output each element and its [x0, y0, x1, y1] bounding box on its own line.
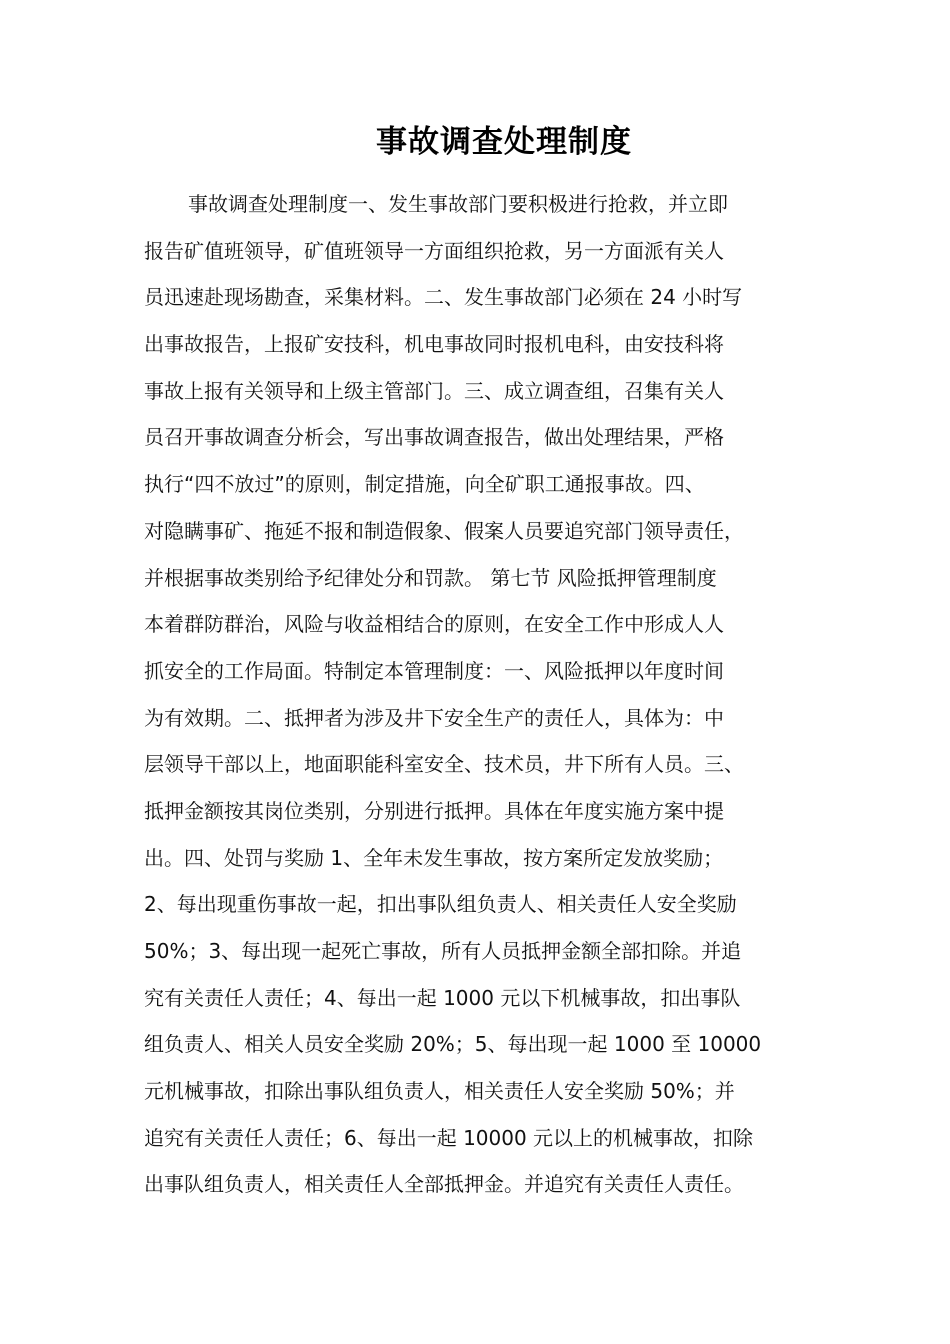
text-line: 组负责人、相关人员安全奖励 20%；5、每出现一起 1000 至 10000: [144, 1032, 762, 1057]
body-paragraph: [144, 181, 814, 1208]
text-line: 元机械事故，扣除出事队组负责人，相关责任人安全奖励 50%；并: [144, 1079, 735, 1104]
text-line: 抓安全的工作局面。特制定本管理制度：一、风险抵押以年度时间: [144, 658, 724, 683]
text-line: 50%；3、每出现一起死亡事故，所有人员抵押金额全部扣除。并追: [144, 939, 742, 963]
text-line: 追究有关责任人责任；6、每出一起 10000 元以上的机械事故，扣除: [144, 1125, 754, 1150]
text-line: 员召开事故调查分析会，写出事故调查报告，做出处理结果，严格: [144, 425, 724, 450]
text-line: 并根据事故类别给予纪律处分和罚款。 第七节 风险抵押管理制度: [144, 565, 717, 590]
text-line: 出事队组负责人，相关责任人全部抵押金。并追究有关责任人责任。: [144, 1172, 744, 1197]
page-title: 事故调查处理制度: [376, 124, 632, 160]
text-line: 执行“四不放过”的原则，制定措施，向全矿职工通报事故。四、: [144, 472, 705, 497]
text-line: 本着群防群治，风险与收益相结合的原则，在安全工作中形成人人: [144, 612, 724, 637]
text-line: 出事故报告，上报矿安技科，机电事故同时报机电科，由安技科将: [144, 332, 724, 357]
text-line: 2、每出现重伤事故一起，扣出事队组负责人、相关责任人安全奖励: [144, 892, 737, 917]
text-line: 员迅速赴现场勘查，采集材料。二、发生事故部门必须在 24 小时写: [144, 285, 743, 310]
text-line: 层领导干部以上，地面职能科室安全、技术员，井下所有人员。三、: [144, 752, 744, 777]
text-line: 出。四、处罚与奖励 1、全年未发生事故，按方案所定发放奖励；: [144, 845, 724, 870]
text-line: 事故上报有关领导和上级主管部门。三、成立调查组，召集有关人: [144, 378, 724, 403]
text-line: 对隐瞒事矿、拖延不报和制造假象、假案人员要追究部门领导责任，: [144, 518, 744, 543]
text-line: 为有效期。二、抵押者为涉及井下安全生产的责任人，具体为：中: [144, 705, 724, 730]
text-line: 报告矿值班领导，矿值班领导一方面组织抢救，另一方面派有关人: [144, 238, 724, 263]
text-line: 究有关责任人责任；4、每出一起 1000 元以下机械事故，扣出事队: [144, 985, 741, 1010]
text-line: 事故调查处理制度一、发生事故部门要积极进行抢救，并立即: [188, 192, 728, 216]
text-line: 抵押金额按其岗位类别，分别进行抵押。具体在年度实施方案中提: [144, 798, 724, 823]
